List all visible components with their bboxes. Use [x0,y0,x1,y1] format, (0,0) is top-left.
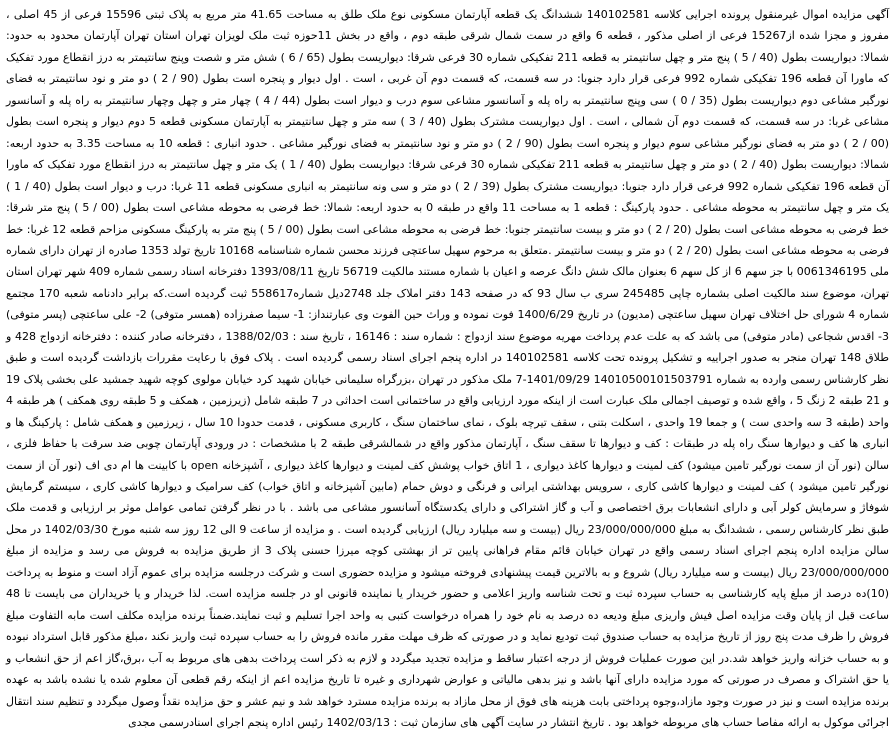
notice-body-text: آگهی مزایده اموال غیرمنقول پرونده اجرایی کلاسه 140102581 ششدانگ یک قطعه آپارتمان مسکونی نوع ملک طلق به مساحت 41.65 متر مربع به پلاک ثبتی 15596 فرعی از 45 اصلی ، مفروز و مجزا شده از15267 فرعی از اصلی مذکور ، قطعه 6 واقع در سمت شمال شرقی طبقه دوم ، واقع در بخش 11حوزه ثبت ملک لویزان تهران استان تهران آپارتمان محدود به حدود: شمالا: دیواریست بطول (40 / 5 ) پنج متر و چهل سانتیمتر به قطعه 211 تفکیکی شماره 30 فرعی شرقا: دیواریست بطول (65 / 6 ) شش متر و شصت وپنج سانتیمتر به درز انقطاع مورد تفکیک که ماورا آن قطعه 196 تفکیکی شماره 992 فرعی قرار دارد جنوبا: در سه قسمت، که قسمت دوم آن غربی ، است . اول دیوار و پنجره است بطول (90 / 2 ) دو متر و نود سانتیمتر به فضای نورگیر مشاعی دوم دیواریست بطول (35 / 0 ) سی وپنج سانتیمتر به راه پله و آسانسور مشاعی سوم درب و دیوار است بطول (44 / 4 ) چهار متر و چهل وچهار سانتیمتر به راه پله و آسانسور مشاعی غربا: در سه قسمت، که قسمت دوم آن شمالی ، است . اول دیواریست مشترک بطول (40 / 3 ) سه متر و چهل سانتیمتر به آپارتمان مسکونی قطعه 5 دوم دیوار و پنجره است بطول (00 / 2 ) دو متر به فضای نورگیر مشاعی سوم دیوار و پنجره است بطول (90 / 2 ) دو متر و نود سانتیمتر به فضای نورگیر مشاعی . حدود انباری : قطعه 10 به مساحت 3.35 به حدود اربعه: شمالا: دیواریست بطول (40 / 2 ) دو متر و چهل سانتیمتر به قطعه 211 تفکیکی شماره 30 فرعی شرقا: دیواریست بطول (40 / 1 ) یک متر و چهل سانتیمتر به درز انقطاع مورد تفکیک که ماورا آن قطعه 196 تفکیکی شماره 992 فرعی قرار دارد جنوبا: دیواریست مشترک بطول (39 / 2 ) دو متر و سی ونه سانتیمتر به انباری مسکونی قطعه 11 غربا: درب و دیوار است بطول (40 / 1 ) یک متر و چهل سانتیمتر به محوطه مشاعی . حدود پارکینگ : قطعه 1 به مساحت 11 واقع در طبقه 0 به حدود اربعه: شمالا: خط فرضی به محوطه مشاعی است بطول (00 / 5 ) پنج متر شرقا: خط فرضی به محوطه مشاعی است بطول (20 / 2 ) دو متر و بیست سانتیمتر جنوبا: خط فرضی به محوطه مشاعی است بطول (00 / 5 ) پنج متر به پارکینگ مسکونی مزاحم قطعه 12 غربا: خط فرضی به محوطه مشاعی است بطول (20 / 2 ) دو متر و بیست سانتیمتر .متعلق به مرحوم سهیل ساعتچی فرزند محسن شماره شناسنامه 10168 تاریخ تولد 1353 صادره از تهران دارای شماره ملی 0061346195 با جز سهم 6 از کل سهم 6 بعنوان مالک شش دانگ عرصه و اعیان با شماره مستند مالکیت 56719 تاریخ 1393/08/11 دفترخانه اسناد رسمی شماره 409 شهر تهران استان تهران، موضوع سند مالکیت اصلی بشماره چاپی 245485 سری ب سال 93 که در صفحه 143 دفتر املاک جلد 2748دیل شماره558617 ثبت گردیده است.که برابر دادنامه شعبه 170 مجتمع شماره 4 شورای حل اختلاف تهران سهیل ساعتچی (مدیون) در تاریخ 1400/6/29 فوت نموده و وراث حین الفوت وی عبارتنداز: 1- سیما صفرزاده (همسر متوفی) 2- علی ساعتچی (پسر متوفی) 3- اقدس شجاعی (مادر متوفی) می باشد که به علت عدم پرداخت مهریه موضوع سند ازدواج : شماره سند : 16146 ، تاریخ سند : 1388/02/03 ، دفترخانه صادر کننده : دفترخانه ازدواج 428 و طلاق 148 تهران منجر به صدور اجراییه و تشکیل پرونده تحت کلاسه 140102581 در اداره پنجم اجرای اسناد رسمی گردیده است . پلاک فوق با رعایت مقررات بازداشت گردیده است و طبق نظر کارشناس رسمی وارده به شماره 14010500101503791 1401/09/29-7 ملک مذکور در تهران ،بزرگراه سلیمانی خیابان شهید کرد خیابان مولوی کوچه شهید جمشید علی بخشی پلاک 19 و 21 طبقه 2 زنگ 5 ، واقع شده و توصیف اجمالی ملک عبارت است از اینکه مورد ارزیابی واقع در ساختمانی است احداثی در 7 طبقه شامل (زیرزمین ، همکف و 5 طبقه روی همکف ) هر طبقه 4 واحد (طبقه 3 سه واحدی ست ) و جمعا 19 واحدی ، اسکلت بتنی ، سقف تیرچه بلوک ، نمای ساختمان سنگ ، کاربری مسکونی ، قدمت حدودا 10 سال ، زیرزمین و همکف شامل : پارکینگ ها و انباری ها کف و دیوارها سنگ راه پله در طبقات : کف و دیوارها تا سقف سنگ ، آپارتمان مذکور واقع در شمالشرقی طبقه 2 با مشخصات : در ورودی آپارتمان چوبی ضد سرقت با حفاظ فلزی ، سالن (نور آن از سمت نورگیر تامین میشود) کف لمینت و دیوارها کاغذ دیواری ، 1 اتاق خواب پوشش کف لمینت و دیوارها کاغذ دیواری ، آشپزخانه open با کابینت ها ام دی اف (نور آن از سمت نورگیر تامین میشود ) کف لمینت و دیوارها کاشی کاری ، سرویس بهداشتی ایرانی و فرنگی و دوش حمام (مابین آشپزخانه و اتاق خواب) کف سرامیک و دیوارها کاشی کاری ، سیستم گرمایش شوفاژ و سرمایش کولر آبی و دارای انشعابات برق اختصاصی و آب و گاز اشتراکی و دارای یکدستگاه آسانسور مشاعی می باشد . با در نظر گرفتن تمامی عوامل موثر بر ارزیابی و قدمت ملک طبق نظر کارشناس رسمی ، ششدانگ به مبلغ 23/000/000/000 ریال (بیست و سه میلیارد ریال) ارزیابی گردیده است . و مزایده از ساعت 9 الی 12 روز سه شنبه مورخ 1402/03/30 در محل سالن مزایده اداره پنجم اجرای اسناد رسمی واقع در تهران خیابان قائم مقام فراهانی پایین تر از بهشتی کوچه میرزا حسنی پلاک 3 از طریق مزایده به فروش می رسد و مزایده از مبلغ 23/000/000/000 ریال (بیست و سه میلیارد ریال) شروع و به بالاترین قیمت پیشنهادی فروخته میشود و مزایده حضوری است و شرکت درجلسه مزایده برای عموم آزاد است و منوط به پرداخت (10)ده درصد از مبلغ پایه کارشناسی به حساب سپرده ثبت و تحت شناسه واریز اعلامی و حضور خریدار یا نماینده قانونی او در جلسه مزایده است. لذا خریدار و یا خریداران می بایست تا 48 ساعت قبل از پایان وقت مزایده اصل فیش واریزی مبلغ ودیعه ده درصد به نام خود را همراه درخواست کتبی به واحد اجرا تسلیم و ثبت نمایند.ضمناً برنده مزایده مکلف است مابه التفاوت مبلغ فروش را ظرف مدت پنج روز از تاریخ مزایده به حساب صندوق ثبت تودیع نماید و در صورتی که ظرف مهلت مقرر مانده فروش را به حساب سپرده ثبت واریز نکند ،مبلغ مذکور قابل استرداد نبوده و به حساب خزانه واریز خواهد شد.در این صورت عملیات فروش از درجه اعتبار ساقط و مزایده تجدید میگردد و لازم به ذکر است پرداخت بدهی های مربوط به آب ،برق،گاز اعم از حق انشعاب و یا حق اشتراک و مصرف در صورتی که مورد مزایده دارای آنها باشد و نیز بدهی مالیاتی و عوارض شهرداری و غیره تا تاریخ مزایده اعم از اینکه رقم قطعی آن معلوم شده یا نشده باشد به عهده برنده مزایده است و نیز در صورت وجود مازاد،وجوه پرداختی بابت هزینه های فوق از محل مازاد به برنده مزایده مسترد خواهد شد و نیم عشر و حق مزایده نقداً وصول میگردد و تنظیم سند انتقال اجرائی موکول به ارائه مفاصا حساب های مربوطه خواهد بود . تاریخ انتشار در سایت آگهی های سازمان ثبت : 1402/03/13 رئیس اداره پنجم اجرای اسنادرسمی مجدی [6,8,890,729]
